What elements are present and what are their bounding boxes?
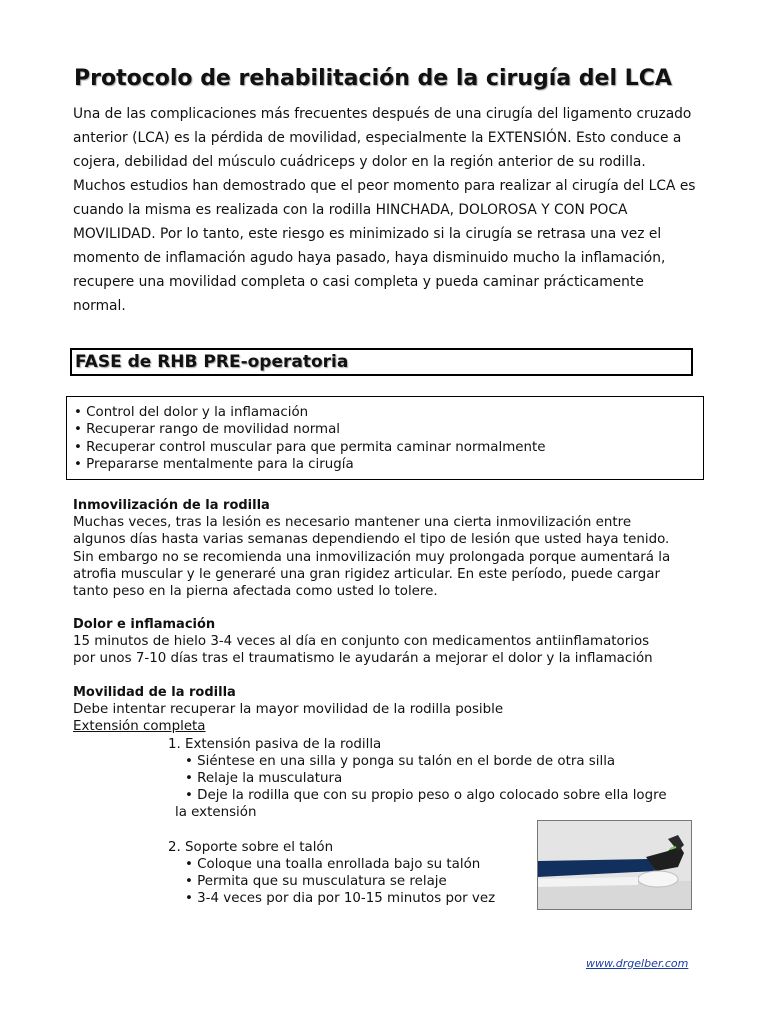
immobilization-line: atrofia muscular y le generaré una gran rigidez articular. En este período, puede cargar xyxy=(73,566,660,582)
immobilization-section xyxy=(73,497,713,600)
mobility-subheading: Extensión completa xyxy=(73,719,206,735)
goal-item: • Control del dolor y la inflamación xyxy=(74,405,309,420)
intro-line: recupere una movilidad completa o casi completa y pueda caminar prácticamente xyxy=(73,274,644,290)
mobility-intro: Debe intentar recuperar la mayor movilidad de la rodilla posible xyxy=(73,702,504,718)
pain-section xyxy=(73,616,713,668)
item1-bullet: • Relaje la musculatura xyxy=(185,771,343,787)
immobilization-heading: Inmovilización de la rodilla xyxy=(73,498,270,513)
immobilization-line: algunos días hasta varias semanas dependiendo el tipo de lesión que usted haya tenido. xyxy=(73,532,670,548)
heel-support-illustration xyxy=(538,821,692,910)
immobilization-line: tanto peso en la pierna afectada como usted lo tolere. xyxy=(73,584,438,600)
intro-line: cuando la misma es realizada con la rodilla HINCHADA, DOLOROSA Y CON POCA xyxy=(73,202,628,218)
item2-bullet: • 3-4 veces por dia por 10-15 minutos por vez xyxy=(185,891,496,907)
item1-bullet: • Siéntese en una silla y ponga su talón en el borde de otra silla xyxy=(185,753,616,769)
immobilization-line: Sin embargo no se recomienda una inmovilización muy prolongada porque aumentará la xyxy=(73,549,671,565)
goal-item: • Recuperar control muscular para que permita caminar normalmente xyxy=(74,439,546,455)
intro-line: Muchos estudios han demostrado que el peor momento para realizar al cirugía del LCA es xyxy=(73,178,696,194)
goal-item: • Recuperar rango de movilidad normal xyxy=(74,422,341,438)
intro-line: momento de inflamación agudo haya pasado, haya disminuido mucho la inflamación, xyxy=(73,250,666,266)
phase-title: FASE de RHB PRE-operatoria xyxy=(75,352,349,372)
intro-line: Una de las complicaciones más frecuentes después de una cirugía del ligamento cruzado xyxy=(73,106,692,122)
intro-line: anterior (LCA) es la pérdida de movilidad, especialmente la EXTENSIÓN. Esto conduce a xyxy=(73,130,682,146)
pain-heading: Dolor e inflamación xyxy=(73,617,216,632)
goals-box xyxy=(66,396,704,480)
item1-continuation: la extensión xyxy=(175,805,257,821)
item1-title: 1. Extensión pasiva de la rodilla xyxy=(168,736,382,752)
item2-bullet: • Permita que su musculatura se relaje xyxy=(185,874,447,890)
intro-line: cojera, debilidad del músculo cuádriceps y dolor en la región anterior de su rodilla. xyxy=(73,154,646,170)
item2-bullet: • Coloque una toalla enrollada bajo su talón xyxy=(185,857,481,873)
intro-line: MOVILIDAD. Por lo tanto, este riesgo es minimizado si la cirugía se retrasa una vez el xyxy=(73,226,662,242)
pain-line: por unos 7-10 días tras el traumatismo le ayudarán a mejorar el dolor y la inflamación xyxy=(73,651,653,667)
intro-paragraph xyxy=(73,102,713,318)
item2-title: 2. Soporte sobre el talón xyxy=(168,839,334,855)
document-title: Protocolo de rehabilitación de la cirugía del LCA xyxy=(74,66,672,91)
mobility-heading: Movilidad de la rodilla xyxy=(73,685,236,700)
item1-bullet: • Deje la rodilla que con su propio peso o algo colocado sobre ella logre xyxy=(185,788,667,804)
goal-item: • Prepararse mentalmente para la cirugía xyxy=(74,457,354,473)
phase-title-box xyxy=(70,348,693,376)
immobilization-line: Muchas veces, tras la lesión es necesario mantener una cierta inmovilización entre xyxy=(73,515,632,531)
heel-support-photo xyxy=(537,820,692,910)
intro-line: normal. xyxy=(73,298,126,314)
pain-line: 15 minutos de hielo 3-4 veces al día en conjunto con medicamentos antiinflamatorios xyxy=(73,634,650,650)
website-link[interactable]: www.drgelber.com xyxy=(586,957,689,970)
